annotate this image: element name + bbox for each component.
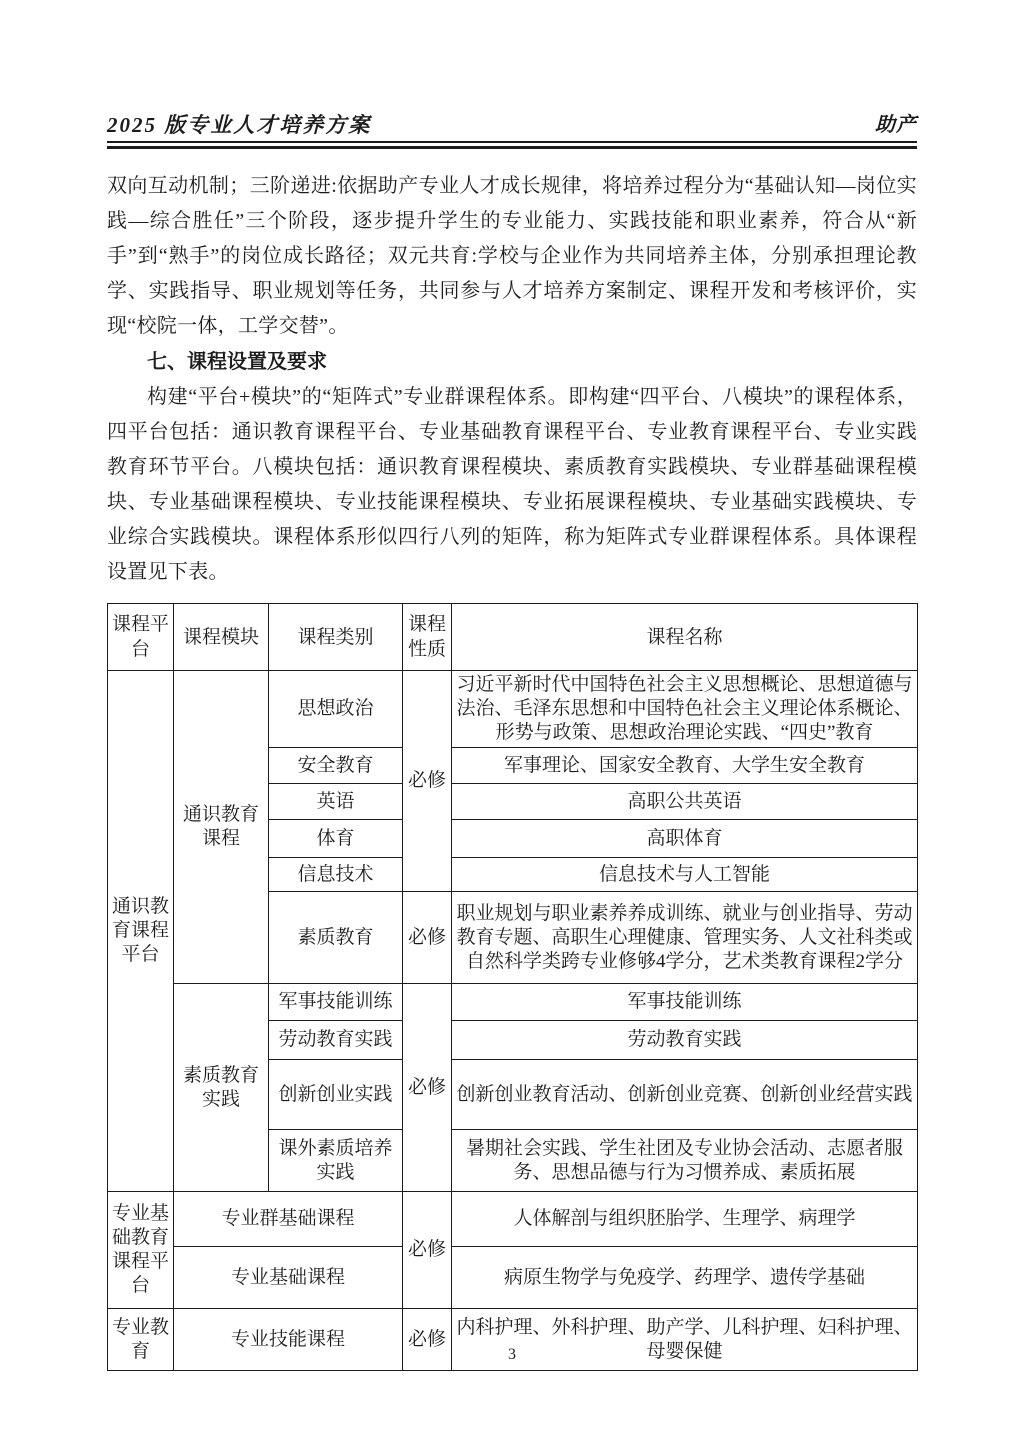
col-header-module: 课程模块 bbox=[174, 604, 269, 671]
cell-courses-labor-practice: 劳动教育实践 bbox=[452, 1021, 918, 1060]
running-header bbox=[107, 112, 917, 138]
cell-courses-english: 高职公共英语 bbox=[452, 784, 918, 820]
table-row-professional-basic bbox=[108, 1247, 918, 1309]
cell-platform-general-education: 通识教育课程平台 bbox=[108, 671, 174, 1192]
cell-courses-cluster-basic: 人体解剖与组织胚胎学、生理学、病理学 bbox=[452, 1192, 918, 1247]
cell-courses-safety: 军事理论、国家安全教育、大学生安全教育 bbox=[452, 748, 918, 784]
cell-module-general-education-courses: 通识教育课程 bbox=[174, 671, 269, 984]
col-header-platform: 课程平台 bbox=[108, 604, 174, 671]
cell-courses-quality: 职业规划与职业素养养成训练、就业与创业指导、劳动教育专题、高职生心理健康、管理实务、人文社科类或自然科学类跨专业修够4学分，艺术类教育课程2学分 bbox=[452, 892, 918, 984]
cell-category-extracurricular: 课外素质培养实践 bbox=[269, 1130, 403, 1192]
cell-platform-professional-education: 专业教育 bbox=[108, 1309, 174, 1371]
cell-courses-pe: 高职体育 bbox=[452, 820, 918, 858]
cell-nature-required: 必修 bbox=[403, 984, 452, 1192]
paragraph-course-system: 构建“平台+模块”的“矩阵式”专业群课程体系。即构建“四平台、八模块”的课程体系，四平台包括：通识教育课程平台、专业基础教育课程平台、专业教育课程平台、专业实践教育环节平台。八模块包括：通识教育课程模块、素质教育实践模块、专业群基础课程模块、专业基础课程模块、专业技能课程模块、专业拓展课程模块、专业基础实践模块、专业综合实践模块。课程体系形似四行八列的矩阵，称为矩阵式专业群课程体系。具体课程设置见下表。 bbox=[107, 386, 917, 583]
cell-nature-required: 必修 bbox=[403, 671, 452, 892]
cell-category-professional-skill: 专业技能课程 bbox=[174, 1309, 403, 1371]
table-row-military-training bbox=[108, 984, 918, 1021]
cell-courses-it: 信息技术与人工智能 bbox=[452, 858, 918, 892]
cell-category-ideology: 思想政治 bbox=[269, 671, 403, 748]
cell-category-cluster-basic: 专业群基础课程 bbox=[174, 1192, 403, 1247]
course-table bbox=[107, 603, 918, 1371]
cell-courses-professional-skill: 内科护理、外科护理、助产学、儿科护理、妇科护理、母婴保健 bbox=[452, 1309, 918, 1371]
col-header-nature: 课程性质 bbox=[403, 604, 452, 671]
table-row-cluster-basic bbox=[108, 1192, 918, 1247]
cell-category-innovation-practice: 创新创业实践 bbox=[269, 1060, 403, 1130]
col-header-category: 课程类别 bbox=[269, 604, 403, 671]
cell-category-labor-practice: 劳动教育实践 bbox=[269, 1021, 403, 1060]
cell-module-quality-practice: 素质教育实践 bbox=[174, 984, 269, 1192]
col-header-name: 课程名称 bbox=[452, 604, 918, 671]
page-content bbox=[107, 112, 917, 1371]
cell-courses-extracurricular: 暑期社会实践、学生社团及专业协会活动、志愿者服务、思想品德与行为习惯养成、素质拓展 bbox=[452, 1130, 918, 1192]
cell-category-military-training: 军事技能训练 bbox=[269, 984, 403, 1021]
cell-category-english: 英语 bbox=[269, 784, 403, 820]
cell-nature-required: 必修 bbox=[403, 1192, 452, 1309]
section-heading-course-setup: 七、课程设置及要求 bbox=[147, 351, 327, 373]
table-header-row bbox=[108, 604, 918, 671]
header-document-title: 2025 版专业人才培养方案 bbox=[107, 113, 372, 137]
header-major-name: 助产 bbox=[875, 114, 917, 136]
cell-courses-innovation-practice: 创新创业教育活动、创新创业竞赛、创新创业经营实践 bbox=[452, 1060, 918, 1130]
paragraph-training-mechanism: 双向互动机制；三阶递进:依据助产专业人才成长规律，将培养过程分为“基础认知—岗位实践—综合胜任”三个阶段，逐步提升学生的专业能力、实践技能和职业素养，符合从“新手”到“熟手”的岗位成长路径；双元共育:学校与企业作为共同培养主体，分别承担理论教学、实践指导、职业规划等任务，共同参与人才培养方案制定、课程开发和考核评价，实现“校院一体，工学交替”。 bbox=[107, 175, 917, 337]
cell-category-quality: 素质教育 bbox=[269, 892, 403, 984]
cell-courses-professional-basic: 病原生物学与免疫学、药理学、遗传学基础 bbox=[452, 1247, 918, 1309]
cell-nature-required: 必修 bbox=[403, 1309, 452, 1371]
cell-category-professional-basic: 专业基础课程 bbox=[174, 1247, 403, 1309]
page-number: 3 bbox=[508, 1346, 516, 1363]
cell-courses-ideology: 习近平新时代中国特色社会主义思想概论、思想道德与法治、毛泽东思想和中国特色社会主义理论体系概论、形势与政策、思想政治理论实践、“四史”教育 bbox=[452, 671, 918, 748]
cell-courses-military-training: 军事技能训练 bbox=[452, 984, 918, 1021]
cell-nature-required: 必修 bbox=[403, 892, 452, 984]
cell-category-pe: 体育 bbox=[269, 820, 403, 858]
cell-platform-professional-basic: 专业基础教育课程平台 bbox=[108, 1192, 174, 1309]
header-rule bbox=[107, 141, 917, 149]
cell-category-it: 信息技术 bbox=[269, 858, 403, 892]
cell-category-safety: 安全教育 bbox=[269, 748, 403, 784]
table-row-ideology bbox=[108, 671, 918, 748]
